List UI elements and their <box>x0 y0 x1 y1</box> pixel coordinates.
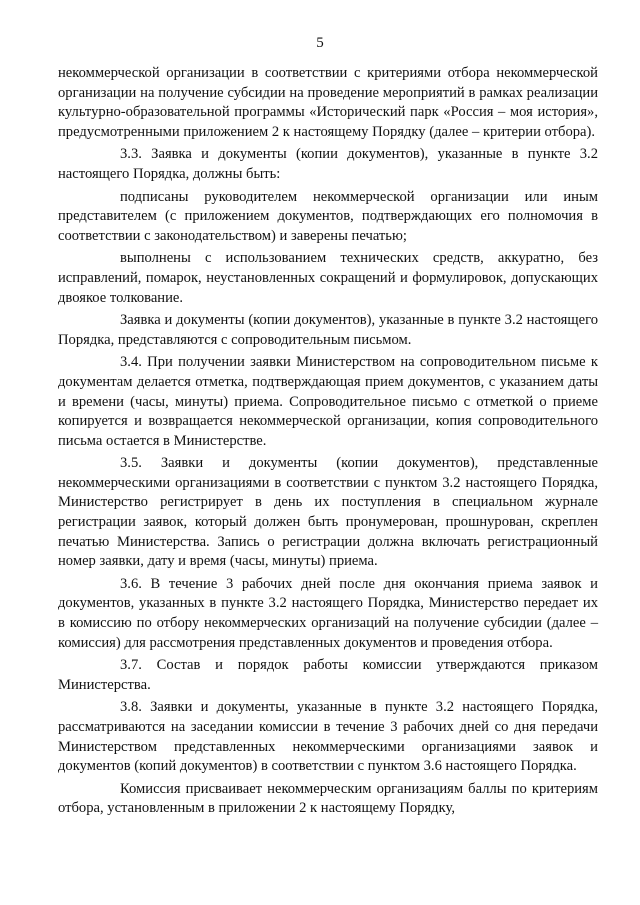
paragraph-3-5: 3.5. Заявки и документы (копии документов), представленные некоммерческими организациями в соответствии с пунктом 3.2 настоящего Порядка, Министерство регистрирует в день их поступления в специальном журнале регистрации заявок, который должен быть пронумерован, прошнурован, скреплен печатью Министерства. Запись о регистрации должна включать регистрационный номер заявки, дату и время (часы, минуты) приема. <box>58 455 598 570</box>
paragraph-3-6: 3.6. В течение 3 рабочих дней после дня окончания приема заявок и документов, указанных в пункте 3.2 настоящего Порядка, Министерство передает их в комиссию по отбору некоммерческих организаций на получение субсидии (далее – комиссия) для рассмотрения представленных документов и проведения отбора. <box>58 575 598 651</box>
paragraph-continuation: некоммерческой организации в соответствии с критериями отбора некоммерческой организации на получение субсидии на проведение мероприятий в рамках реализации культурно-образовательной программы «Исторический парк «Россия – моя история», предусмотренными приложением 2 к настоящему Порядку (далее – критерии отбора). <box>58 65 598 140</box>
paragraph-3-3: 3.3. Заявка и документы (копии документов), указанные в пункте 3.2 настоящего Порядка, должны быть: <box>58 146 598 182</box>
document-body <box>58 64 598 819</box>
paragraph-3-7: 3.7. Состав и порядок работы комиссии утверждаются приказом Министерства. <box>58 657 598 693</box>
paragraph-signed: подписаны руководителем некоммерческой организации или иным представителем (с приложением документов, подтверждающих его полномочия в соответствии с законодательством) и заверены печатью; <box>58 188 598 244</box>
paragraph-commission-scores: Комиссия присваивает некоммерческим организациям баллы по критериям отбора, установленным в приложении 2 к настоящему Порядку, <box>58 780 598 817</box>
paragraph-executed: выполнены с использованием технических средств, аккуратно, без исправлений, помарок, неустановленных сокращений и формулировок, допускающих двоякое толкование. <box>58 250 598 306</box>
page-number: 5 <box>316 35 324 51</box>
paragraph-3-8: 3.8. Заявки и документы, указанные в пункте 3.2 настоящего Порядка, рассматриваются на заседании комиссии в течение 3 рабочих дней со дня передачи Министерством представленных некоммерческими организациями заявок и документов (копий документов) в соответствии с пунктом 3.6 настоящего Порядка. <box>58 699 598 775</box>
paragraph-cover-letter: Заявка и документы (копии документов), указанные в пункте 3.2 настоящего Порядка, представляются с сопроводительным письмом. <box>58 312 598 348</box>
paragraph-3-4: 3.4. При получении заявки Министерством на сопроводительном письме к документам делается отметка, подтверждающая прием документов, с указанием даты и времени (часы, минуты) приема. Сопроводительное письмо с отметкой о приеме копируется и возвращается некоммерческой организации, копия сопроводительного письма остается в Министерстве. <box>58 354 598 449</box>
